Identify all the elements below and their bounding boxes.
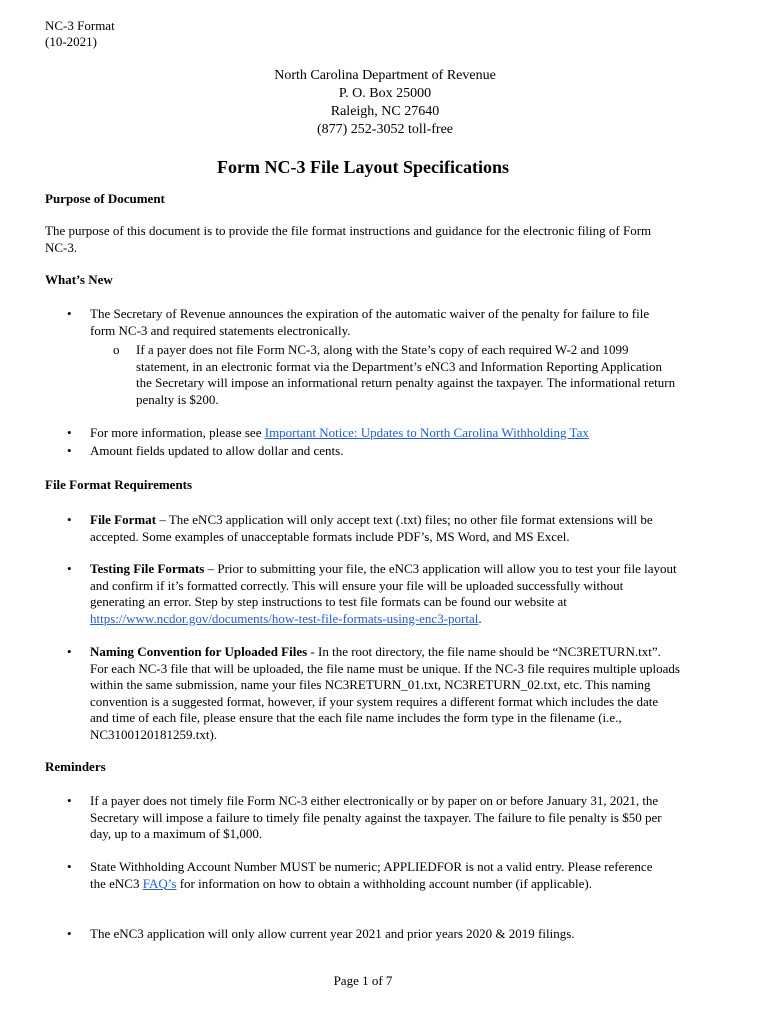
- bullet-icon: •: [67, 443, 72, 458]
- bullet-icon: •: [67, 425, 72, 440]
- bullet-icon: •: [67, 793, 72, 808]
- whats-new-item-2: [90, 425, 690, 442]
- file-format-item-2: [90, 561, 680, 627]
- page-number: Page 1 of 7: [333, 973, 393, 988]
- agency-name: North Carolina Department of Revenue: [274, 68, 496, 83]
- whats-new-item-1-sub: If a payer does not file Form NC-3, along with the State’s copy of each required W-2 and 1099 statement, in an electronic format via the Department’s eNC3 and Information Reporting Application the Secretary will impose an informational return penalty against the taxpayer. The informational return penalty is $200.: [136, 342, 676, 407]
- important-notice-link[interactable]: Important Notice: Updates to North Carolina Withholding Tax: [264, 425, 589, 440]
- purpose-heading: Purpose of Document: [45, 191, 165, 206]
- agency-city: Raleigh, NC 27640: [330, 104, 440, 119]
- sub-bullet-icon: o: [113, 342, 120, 357]
- whats-new-heading: What’s New: [45, 272, 113, 287]
- whats-new-item-1: The Secretary of Revenue announces the expiration of the automatic waiver of the penalty for failure to file form NC-3 and required statements electronically.: [90, 306, 650, 338]
- bullet-icon: •: [67, 859, 72, 874]
- agency-po-box: P. O. Box 25000: [338, 86, 432, 101]
- file-format-label: File Format: [90, 512, 157, 527]
- bullet-icon: •: [67, 561, 72, 576]
- whats-new-item-3: Amount fields updated to allow dollar and cents.: [90, 443, 344, 458]
- reminder-item-2-text-after: for information on how to obtain a withholding account number (if applicable).: [176, 875, 592, 891]
- testing-file-formats-text: – Prior to submitting your file, the eNC3 application will allow you to test your file layout and confirm if it’s formatted correctly. This will ensure your file will be uploaded successfully without generating an error. Step by step instructions to test file formats can be found our website at: [90, 561, 677, 609]
- agency-phone: (877) 252-3052 toll-free: [316, 122, 454, 137]
- bullet-icon: •: [67, 512, 72, 527]
- bullet-icon: •: [67, 644, 72, 659]
- testing-file-formats-period: .: [478, 610, 482, 626]
- bullet-icon: •: [67, 306, 72, 321]
- reminder-item-2-text: State Withholding Account Number MUST be numeric; APPLIEDFOR is not a valid entry. Please reference the eNC3: [90, 859, 653, 891]
- form-revision: (10-2021): [45, 34, 97, 49]
- page-title: Form NC-3 File Layout Specifications: [217, 157, 509, 177]
- file-format-item-3: [90, 644, 680, 743]
- naming-convention-label: Naming Convention for Uploaded Files: [90, 644, 308, 659]
- bullet-icon: •: [67, 926, 72, 941]
- reminders-heading: Reminders: [45, 759, 106, 774]
- file-format-heading: File Format Requirements: [45, 477, 193, 492]
- whats-new-item-2-text: For more information, please see: [90, 425, 265, 440]
- ncdor-test-file-link[interactable]: https://www.ncdor.gov/documents/how-test-file-formats-using-enc3-portal: [90, 610, 479, 626]
- faqs-link[interactable]: FAQ’s: [142, 875, 177, 891]
- naming-convention-text: - In the root directory, the file name should be “NC3RETURN.txt”. For each NC-3 file that will be uploaded, the file name must be unique. If the NC-3 file requires multiple uploads within the same submission, name your files NC3RETURN_01.txt, NC3RETURN_02.txt, etc. This naming convention is a suggested format, however, if your system requires a different format which includes the date and time of each file, please ensure that the each file name includes the form type in the filename (i.e., NC3100120181259.txt).: [90, 644, 680, 742]
- file-format-item-1: [90, 512, 680, 545]
- reminder-item-2: [90, 859, 660, 892]
- agency-address: [0, 67, 770, 139]
- purpose-text: The purpose of this document is to provide the file format instructions and guidance for the electronic filing of Form NC-3.: [45, 223, 652, 255]
- form-id: NC-3 Format: [45, 18, 115, 33]
- testing-file-formats-label: Testing File Formats: [90, 561, 205, 576]
- reminder-item-3: The eNC3 application will only allow current year 2021 and prior years 2020 & 2019 filings.: [90, 926, 575, 941]
- file-format-text: – The eNC3 application will only accept text (.txt) files; no other file format extensions will be accepted. Some examples of unacceptable formats include PDF’s, MS Word, and MS Excel.: [90, 512, 653, 544]
- reminder-item-1: If a payer does not timely file Form NC-3 either electronically or by paper on or before January 31, 2021, the Secretary will impose a failure to timely file penalty against the taxpayer. The failure to file penalty is $50 per day, up to a maximum of $1,000.: [90, 793, 662, 841]
